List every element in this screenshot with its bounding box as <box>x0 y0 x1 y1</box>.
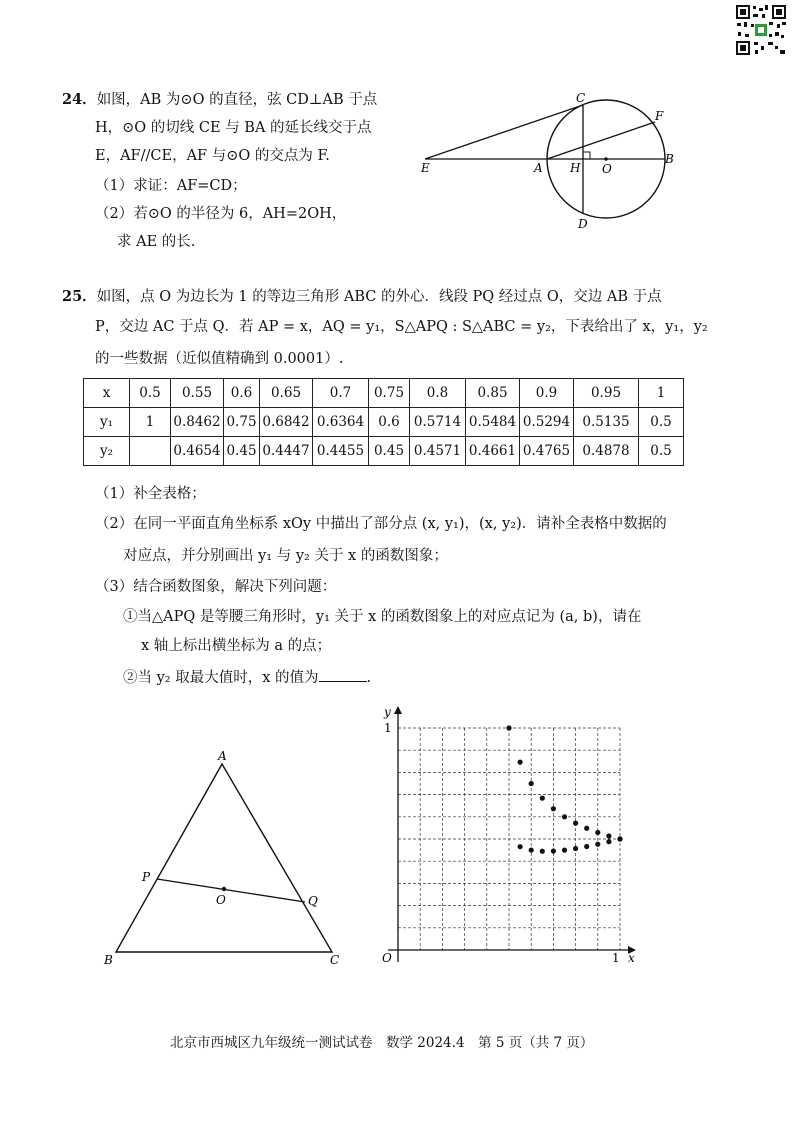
q25-part-3-2-end: . <box>366 670 372 686</box>
data-point-y1 <box>529 781 534 786</box>
row-head: y₁ <box>84 408 130 437</box>
center-o <box>604 157 608 161</box>
answer-blank[interactable] <box>319 667 367 682</box>
table-cell: 0.4878 <box>574 437 639 466</box>
q25-line-2: P，交边 AC 于点 Q．若 AP = x，AQ = y₁，S△APQ : S△ABC = y₂，下表给出了 x，y₁，y₂ <box>95 319 708 335</box>
table-row-y2 <box>84 437 684 466</box>
data-point-y2 <box>562 848 567 853</box>
q24-line-3: E，AF//CE，AF 与⊙O 的交点为 F. <box>95 148 330 164</box>
q25-line-3: 的一些数据（近似值精确到 0.0001）. <box>95 351 344 367</box>
q25-part-3-2: ②当 y₂ 取最大值时，x 的值为 <box>123 670 319 686</box>
label-a: A <box>534 161 543 175</box>
q24-circle-figure <box>410 88 700 238</box>
coordinate-chart <box>370 700 640 970</box>
q25-number: 25． <box>62 288 97 305</box>
data-point-y2 <box>617 836 622 841</box>
table-cell: 0.4765 <box>520 437 574 466</box>
q24-part-2: （2）若⊙O 的半径为 6，AH=2OH， <box>95 206 347 222</box>
q25-triangle-figure <box>100 748 350 968</box>
q25-line-1: 如图，点 O 为边长为 1 的等边三角形 ABC 的外心．线段 PQ 经过点 O，交边 AB 于点 <box>96 289 662 305</box>
data-point-y2 <box>595 842 600 847</box>
label-f: F <box>655 109 664 123</box>
table-cell: 0.45 <box>369 437 410 466</box>
data-point-y2 <box>584 844 589 849</box>
table-cell: 0.8 <box>410 379 466 408</box>
table-cell: 0.4447 <box>260 437 313 466</box>
table-cell: 0.55 <box>171 379 224 408</box>
table-row-y1 <box>84 408 684 437</box>
label-o: O <box>602 162 612 176</box>
q24-line-2: H，⊙O 的切线 CE 与 BA 的延长线交于点 <box>95 120 372 136</box>
data-point-y1 <box>584 826 589 831</box>
table-cell: 0.5135 <box>574 408 639 437</box>
q25-part-3-1-cont: x 轴上标出横坐标为 a 的点； <box>141 638 332 654</box>
label-a: A <box>218 749 227 763</box>
q25-part-1: （1）补全表格； <box>95 486 206 502</box>
table-cell: 0.5 <box>639 408 684 437</box>
table-cell: 0.8462 <box>171 408 224 437</box>
x-axis-label: x <box>628 951 635 965</box>
data-points <box>506 725 622 853</box>
table-row-x <box>84 379 684 408</box>
table-cell: 0.5714 <box>410 408 466 437</box>
tangent-ce <box>425 105 583 159</box>
label-o: O <box>216 893 226 907</box>
y-axis-label: y <box>384 705 391 719</box>
table-cell: 0.5484 <box>466 408 520 437</box>
table-cell: 0.95 <box>574 379 639 408</box>
data-point-y2 <box>551 848 556 853</box>
data-table <box>83 378 684 466</box>
label-h: H <box>570 161 581 175</box>
triangle-abc <box>116 764 332 952</box>
table-cell: 0.65 <box>260 379 313 408</box>
data-point-y1 <box>518 760 523 765</box>
y-axis-arrow <box>394 706 402 714</box>
chord-af <box>547 122 655 159</box>
q25-part-2-cont: 对应点，并分别画出 y₁ 与 y₂ 关于 x 的函数图象； <box>123 548 448 564</box>
q24-line-1: 如图，AB 为⊙O 的直径，弦 CD⊥AB 于点 <box>96 92 378 108</box>
table-cell: 0.7 <box>313 379 369 408</box>
q25-part-3: （3）结合函数图象，解决下列问题： <box>95 579 337 595</box>
label-c: C <box>330 953 340 967</box>
data-point-y2 <box>518 844 523 849</box>
page-footer: 北京市西城区九年级统一测试试卷 数学 2024.4 第 5 页（共 7 页） <box>170 1035 594 1051</box>
right-angle-mark <box>583 152 590 159</box>
q24-number: 24． <box>62 91 97 108</box>
q24-part-2-cont: 求 AE 的长. <box>117 234 196 250</box>
q25-part-3-1: ①当△APQ 是等腰三角形时，y₁ 关于 x 的函数图象上的对应点记为 (a, b)，请在 <box>123 609 642 625</box>
data-point-y1 <box>573 821 578 826</box>
table-cell: 0.4455 <box>313 437 369 466</box>
table-cell: 0.45 <box>224 437 260 466</box>
table-cell: 0.75 <box>369 379 410 408</box>
table-cell: 0.4661 <box>466 437 520 466</box>
data-point-y2 <box>573 846 578 851</box>
table-cell: 0.5294 <box>520 408 574 437</box>
data-point-y1 <box>606 833 611 838</box>
table-cell: 1 <box>639 379 684 408</box>
label-e: E <box>421 161 430 175</box>
qr-code <box>735 4 787 56</box>
q25-part-2: （2）在同一平面直角坐标系 xOy 中描出了部分点 (x, y₁)，(x, y₂)．请补全表格中数据的 <box>95 516 667 532</box>
data-point-y2 <box>540 849 545 854</box>
label-d: D <box>578 217 588 231</box>
table-cell: 0.6 <box>224 379 260 408</box>
data-point-y1 <box>540 796 545 801</box>
data-point-y1 <box>595 830 600 835</box>
origin-label: O <box>382 951 392 965</box>
row-head: x <box>84 379 130 408</box>
data-point-y2 <box>606 839 611 844</box>
label-q: Q <box>308 894 318 908</box>
data-point-y2 <box>529 848 534 853</box>
table-cell: 0.9 <box>520 379 574 408</box>
q24-part-1: （1）求证：AF=CD； <box>95 178 247 194</box>
x-tick-label: 1 <box>612 951 620 965</box>
table-cell: 0.4571 <box>410 437 466 466</box>
table-cell: 0.85 <box>466 379 520 408</box>
segment-pq <box>157 879 305 902</box>
table-cell: 0.6 <box>369 408 410 437</box>
table-cell-blank[interactable] <box>130 437 171 466</box>
data-point-y1 <box>562 814 567 819</box>
table-cell: 0.5 <box>639 437 684 466</box>
label-c: C <box>576 91 586 105</box>
data-point-y1 <box>551 806 556 811</box>
circumcenter-o <box>222 887 226 891</box>
row-head: y₂ <box>84 437 130 466</box>
table-cell: 1 <box>130 408 171 437</box>
table-cell: 0.5 <box>130 379 171 408</box>
y-tick-label: 1 <box>384 721 392 735</box>
data-point-y1 <box>506 725 511 730</box>
table-cell: 0.75 <box>224 408 260 437</box>
table-cell: 0.6364 <box>313 408 369 437</box>
grid <box>398 728 620 950</box>
table-cell: 0.6842 <box>260 408 313 437</box>
label-b: B <box>104 953 113 967</box>
table-cell: 0.4654 <box>171 437 224 466</box>
label-b: B <box>665 152 674 166</box>
label-p: P <box>142 870 151 884</box>
